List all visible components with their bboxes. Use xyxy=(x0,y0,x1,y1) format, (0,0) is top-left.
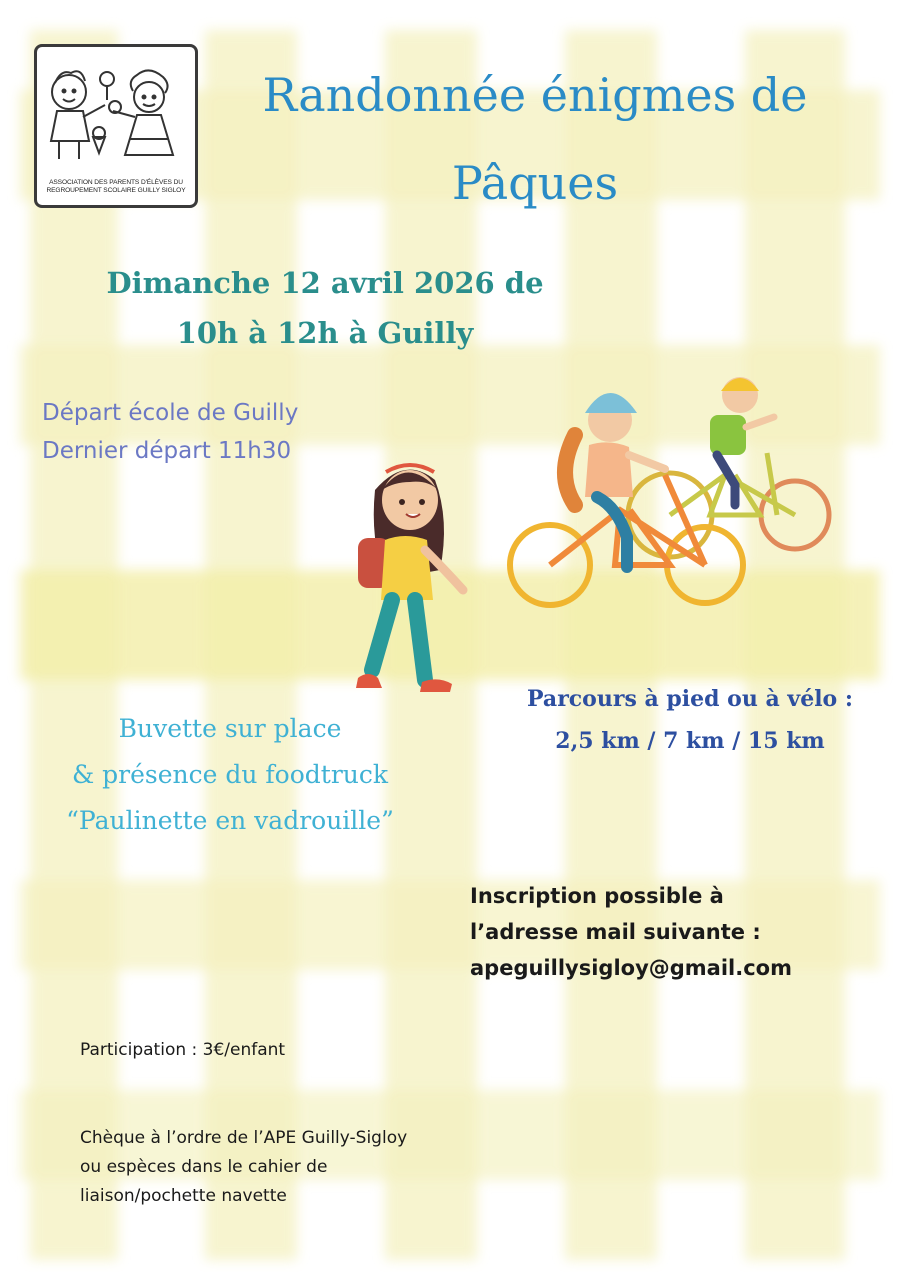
kids-on-bikes-illustration xyxy=(505,365,835,615)
foodtruck-name: “Paulinette en vadrouille” xyxy=(66,806,394,835)
participation-fee: Participation : 3€/enfant xyxy=(80,1040,286,1060)
children-logo-icon xyxy=(37,47,189,167)
payment-line-1: Chèque à l’ordre de l’APE Guilly-Sigloy xyxy=(80,1128,408,1148)
routes-heading: Parcours à pied ou à vélo : xyxy=(526,686,854,712)
walking-girl-illustration xyxy=(340,450,480,700)
last-departure-time: Dernier départ 11h30 xyxy=(42,438,292,464)
refreshments-line-1: Buvette sur place xyxy=(118,714,342,743)
payment-line-3: liaison/pochette navette xyxy=(80,1186,287,1206)
association-logo xyxy=(34,44,198,208)
registration-line-2: l’adresse mail suivante : xyxy=(470,920,761,944)
title-line-1: Randonnée énigmes de xyxy=(262,68,808,122)
payment-line-2: ou espèces dans le cahier de xyxy=(80,1157,328,1177)
event-date-line-2: 10h à 12h à Guilly xyxy=(176,316,474,350)
logo-caption-line-2: REGROUPEMENT SCOLAIRE GUILLY SIGLOY xyxy=(46,187,186,194)
registration-email[interactable]: apeguillysigloy@gmail.com xyxy=(470,956,792,980)
event-date-line-1: Dimanche 12 avril 2026 de xyxy=(106,266,544,300)
refreshments-line-2: & présence du foodtruck xyxy=(71,760,389,789)
departure-location: Départ école de Guilly xyxy=(42,400,299,426)
logo-caption xyxy=(43,179,189,195)
logo-caption-line-1: ASSOCIATION DES PARENTS D'ÉLÈVES DU xyxy=(49,179,183,186)
registration-line-1: Inscription possible à xyxy=(470,884,724,908)
title-line-2: Pâques xyxy=(451,156,619,210)
routes-distances: 2,5 km / 7 km / 15 km xyxy=(555,728,825,754)
